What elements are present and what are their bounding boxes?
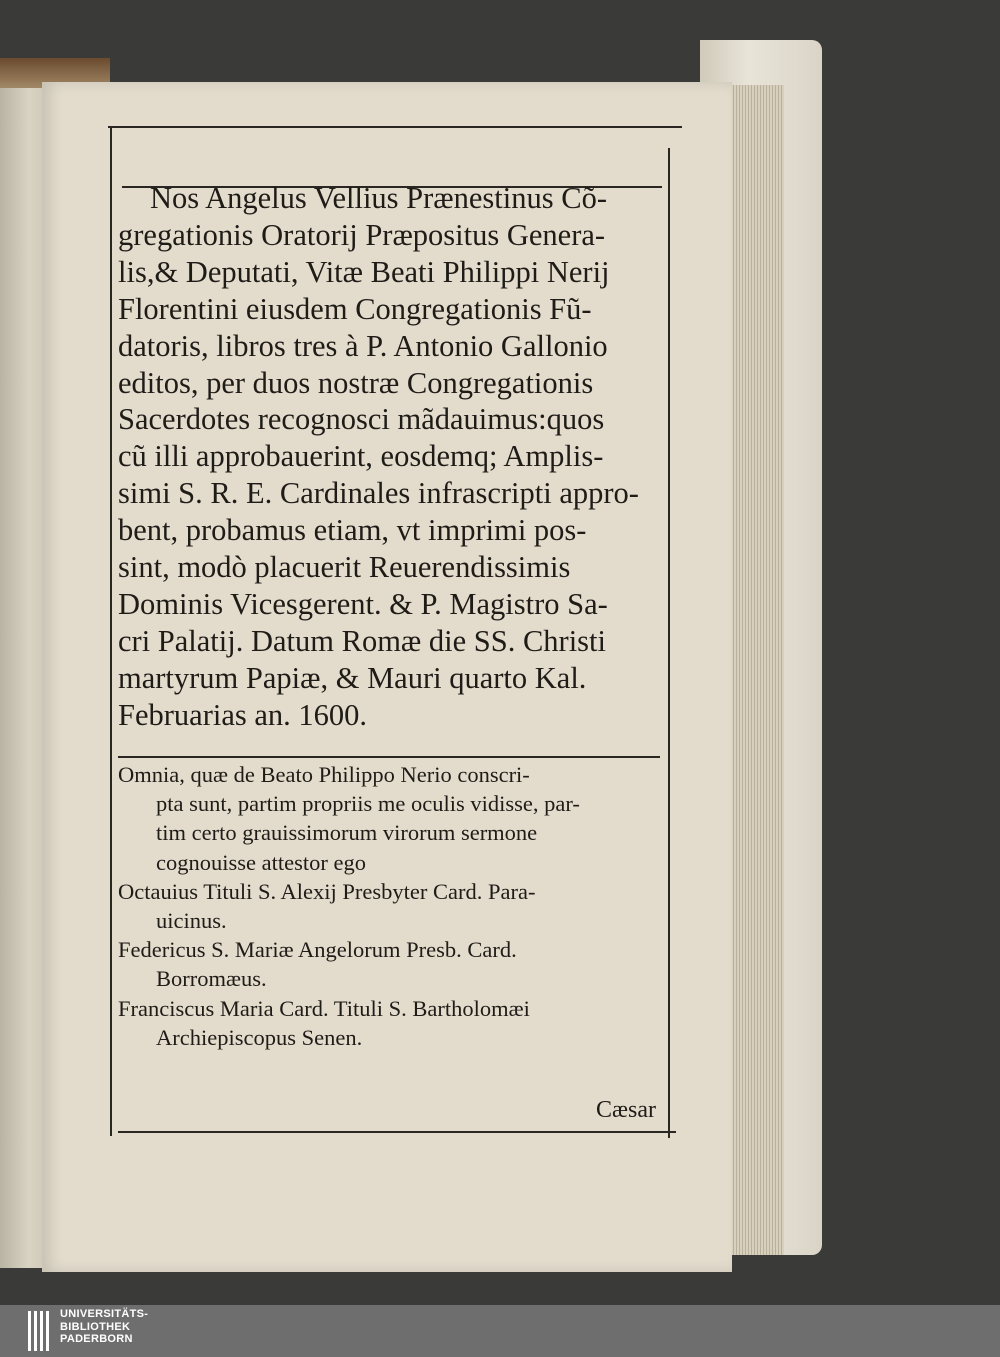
text-line: Februarias an. 1600. — [118, 697, 368, 732]
text-line: cri Palatij. Datum Romæ die SS. Christi — [118, 623, 606, 658]
bottom-rule — [118, 1131, 676, 1133]
catchword: Cæsar — [596, 1097, 656, 1123]
logo-line: BIBLIOTHEK — [60, 1320, 131, 1333]
approval-line: Octauius Tituli S. Alexij Presbyter Card. Para- — [118, 878, 536, 904]
text-line: martyrum Papiæ, & Mauri quarto Kal. — [118, 660, 587, 695]
facing-page — [0, 58, 48, 1268]
right-border-rule — [668, 148, 670, 1138]
text-line: Sacerdotes recognosci mãdauimus:quos — [118, 402, 605, 437]
approval-line: Borromæus. — [156, 966, 267, 992]
approval-line: Franciscus Maria Card. Tituli S. Bartholomæi — [118, 995, 530, 1021]
text-line: Dominis Vicesgerent. & P. Magistro Sa- — [118, 586, 608, 621]
approval-line: pta sunt, partim propriis me oculis vidisse, par- — [156, 791, 580, 817]
approval-line: Federicus S. Mariæ Angelorum Presb. Card. — [118, 937, 517, 963]
library-logo-icon — [28, 1311, 52, 1351]
cardinal-approvals — [118, 760, 663, 1052]
library-logo-text — [60, 1308, 148, 1346]
section-divider — [118, 756, 660, 758]
approval-paragraph — [118, 180, 663, 734]
approval-line: Archiepiscopus Senen. — [156, 1024, 363, 1050]
approval-line: uicinus. — [156, 908, 227, 934]
text-line: bent, probamus etiam, vt imprimi pos- — [118, 513, 587, 548]
text-line: cũ illi approbauerint, eosdemq; Amplis- — [118, 439, 604, 474]
text-line: sint, modò placuerit Reuerendissimis — [118, 550, 571, 585]
text-line: editos, per duos nostræ Congregationis — [118, 365, 594, 400]
text-line: datoris, libros tres à P. Antonio Gallonio — [118, 328, 608, 363]
text-line: Nos Angelus Vellius Prænestinus Cõ- — [150, 181, 607, 215]
top-rule — [108, 126, 682, 128]
text-line: Florentini eiusdem Congregationis Fũ- — [118, 291, 592, 326]
text-line: lis,& Deputati, Vitæ Beati Philippi Nerij — [118, 254, 610, 289]
approval-line: Omnia, quæ de Beato Philippo Nerio conscri- — [118, 762, 530, 787]
logo-line: PADERBORN — [60, 1333, 133, 1345]
text-line: gregationis Oratorij Præpositus Genera- — [118, 217, 606, 252]
left-border-rule — [110, 126, 112, 1136]
text-line: simi S. R. E. Cardinales infrascripti appro- — [118, 476, 639, 511]
library-footer-bar — [0, 1305, 1000, 1357]
logo-line: UNIVERSITÄTS- — [60, 1308, 149, 1320]
approval-line: cognouisse attestor ego — [156, 849, 366, 875]
approval-line: tim certo grauissimorum virorum sermone — [156, 820, 538, 846]
